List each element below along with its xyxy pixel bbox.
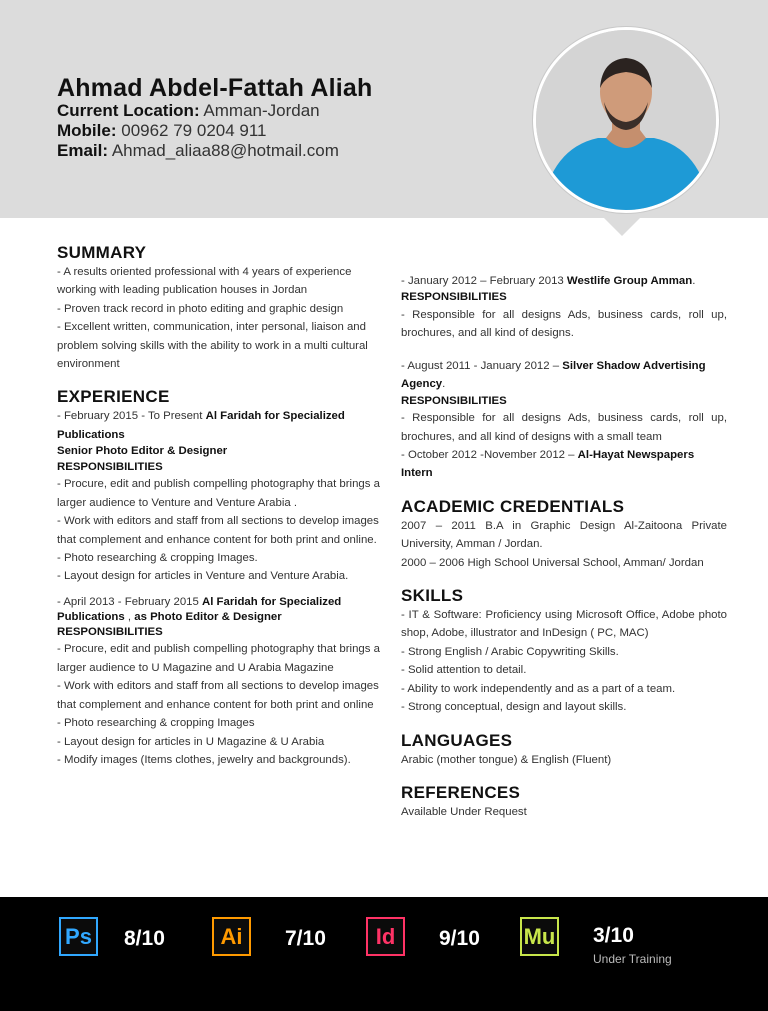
job2-item: - Work with editors and staff from all sections to develop images that complement and enhance content for both print and online xyxy=(57,680,379,711)
job2-item: - Modify images (Items clothes, jewelry and backgrounds). xyxy=(57,753,351,766)
languages-title: LANGUAGES xyxy=(401,730,513,750)
skills-title: SKILLS xyxy=(401,586,464,606)
job4-period: - August 2011 - January 2012 – xyxy=(401,359,560,372)
job1-item: - Procure, edit and publish compelling photography that brings a larger audience to Venture and Venture Arabia . xyxy=(57,478,380,509)
job1-resp-label: RESPONSIBILITIES xyxy=(57,460,163,473)
illustrator-icon xyxy=(212,917,251,956)
indesign-icon xyxy=(366,917,405,956)
muse-abbr: Mu xyxy=(523,923,556,949)
job2-role: as Photo Editor & Designer xyxy=(134,610,282,623)
profile-photo xyxy=(533,27,719,213)
job1-period: - February 2015 - To Present xyxy=(57,410,203,423)
job2-company: Al Faridah for Specialized Publications xyxy=(57,595,342,623)
job2-item: - Procure, edit and publish compelling photography that brings a larger audience to U Magazine and U Arabia Magazine xyxy=(57,643,380,674)
academic-item: 2000 – 2006 High School Universal School, Amman/ Jordan xyxy=(401,556,704,569)
academic-item: 2007 – 2011 B.A in Graphic Design Al-Zaitoona Private University, Amman / Jordan. xyxy=(401,519,727,551)
indesign-score: 9/10 xyxy=(439,927,480,950)
job3-item: - Responsible for all designs Ads, business cards, roll up, brochures, and all kind of designs. xyxy=(401,309,727,340)
muse-score: 3/10 xyxy=(593,924,634,947)
references-text: Available Under Request xyxy=(401,805,527,818)
contact-email xyxy=(57,141,339,161)
mobile-label: Mobile: xyxy=(57,121,117,140)
job4-resp-label: RESPONSIBILITIES xyxy=(401,394,507,407)
contact-mobile xyxy=(57,121,267,141)
contact-location xyxy=(57,101,320,121)
indesign-abbr: Id xyxy=(375,923,396,949)
job2-header xyxy=(57,595,382,625)
mobile-value: 00962 79 0204 911 xyxy=(121,121,267,140)
location-value: Amman-Jordan xyxy=(203,101,320,120)
job1-company: Al Faridah for Specialized Publications xyxy=(57,410,345,441)
summary-line: - Proven track record in photo editing and graphic design xyxy=(57,302,344,315)
right-column xyxy=(401,272,727,821)
job2-period: - April 2013 - February 2015 xyxy=(57,595,199,608)
muse-note: Under Training xyxy=(593,952,672,966)
skill-item: - Ability to work independently and as a part of a team. xyxy=(401,682,676,695)
job1-item: - Photo researching & cropping Images. xyxy=(57,552,258,565)
job3-header: - January 2012 – February 2013 Westlife Group Amman. xyxy=(401,275,696,287)
job1-header xyxy=(57,407,382,444)
email-label: Email: xyxy=(57,141,109,160)
experience-title: EXPERIENCE xyxy=(57,387,170,407)
languages-text: Arabic (mother tongue) & English (Fluent) xyxy=(401,753,612,766)
skill-item: - Strong conceptual, design and layout skills. xyxy=(401,701,627,714)
email-value: Ahmad_aliaa88@hotmail.com xyxy=(111,141,339,160)
job5-header xyxy=(401,446,727,483)
photoshop-abbr: Ps xyxy=(65,923,92,949)
job5-period: - October 2012 -November 2012 – xyxy=(401,449,575,462)
job4-item: - Responsible for all designs Ads, business cards, roll up, brochures, and all kind of designs with a small team xyxy=(401,412,727,443)
illustrator-score: 7/10 xyxy=(285,927,326,950)
job4-header: - August 2011 - January 2012 – Silver Shadow Advertising Agency. xyxy=(401,359,706,391)
references-title: REFERENCES xyxy=(401,782,521,802)
header-pointer xyxy=(604,218,640,236)
photoshop-score: 8/10 xyxy=(124,927,165,950)
illustrator-abbr: Ai xyxy=(220,923,243,949)
job5-company: Al-Hayat Newspapers Intern xyxy=(401,449,695,480)
location-label: Current Location: xyxy=(57,101,200,120)
job1-role: Senior Photo Editor & Designer xyxy=(57,445,228,458)
academic-title: ACADEMIC CREDENTIALS xyxy=(401,496,625,516)
skill-item: - IT & Software: Proficiency using Microsoft Office, Adobe photo shop, Adobe, illustrator and InDesign ( PC, MAC) xyxy=(401,609,727,640)
summary-line: - Excellent written, communication, inter personal, liaison and problem solving skills with the ability to work in a multi cultural environment xyxy=(57,321,368,371)
job1-item: - Work with editors and staff from all sections to develop images that complement and enhance content for both print and online. xyxy=(57,515,379,546)
muse-icon xyxy=(520,917,559,956)
job3-resp-label: RESPONSIBILITIES xyxy=(401,291,507,304)
job1-item: - Layout design for articles in Venture and Venture Arabia. xyxy=(57,570,349,583)
job3-period: - January 2012 – February 2013 xyxy=(401,275,564,287)
summary-line: - A results oriented professional with 4 years of experience working with leading publication houses in Jordan xyxy=(57,266,352,297)
job3-company: Westlife Group Amman xyxy=(566,275,693,287)
software-footer xyxy=(0,897,768,1011)
photoshop-icon xyxy=(59,917,98,956)
skill-item: - Solid attention to detail. xyxy=(401,664,527,677)
left-column xyxy=(57,243,382,769)
candidate-name: Ahmad Abdel-Fattah Aliah xyxy=(57,74,373,102)
job4-company: Silver Shadow Advertising Agency xyxy=(401,359,706,391)
job2-separator: , xyxy=(124,610,135,623)
summary-title: SUMMARY xyxy=(57,243,147,262)
skill-item: - Strong English / Arabic Copywriting Skills. xyxy=(401,645,619,658)
job2-resp-label: RESPONSIBILITIES xyxy=(57,625,163,638)
job2-item: - Photo researching & cropping Images xyxy=(57,717,255,730)
job2-item: - Layout design for articles in U Magazine & U Arabia xyxy=(57,735,325,748)
